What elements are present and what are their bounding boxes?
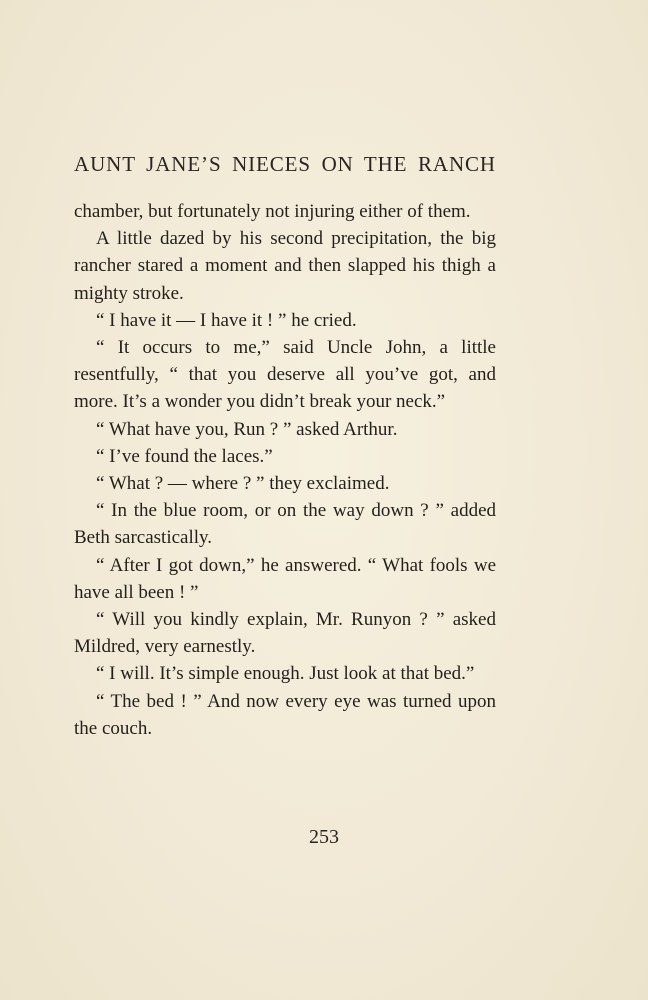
paragraph: “ I will. It’s simple enough. Just look at that bed.” [96,663,475,685]
paragraph: “ What have you, Run ? ” asked Arthur. [96,418,398,440]
body-text [74,198,496,742]
paragraph: “ I have it — I have it ! ” he cried. [96,309,357,331]
paragraph: “ I’ve found the laces.” [96,445,273,467]
paragraph: “ In the blue room, or on the way down ? ” added Beth sarcastically. [74,500,496,549]
paragraph: “ Will you kindly explain, Mr. Runyon ? ” asked Mildred, very earnestly. [74,609,496,658]
page-number: 253 [309,826,339,848]
paragraph: “ The bed ! ” And now every eye was turned upon the couch. [74,690,496,739]
paragraph: “ After I got down,” he answered. “ What fools we have all been ! ” [74,554,496,603]
paragraph: “ What ? — where ? ” they exclaimed. [96,473,390,495]
paragraph: “ It occurs to me,” said Uncle John, a little resentfully, “ that you deserve all you’ve got, and more. It’s a wonder you didn’t break your neck.” [74,337,496,413]
paragraph: chamber, but fortunately not injuring either of them. [74,201,471,222]
paragraph: A little dazed by his second precipitation, the big rancher stared a moment and then slapped his thigh a mighty stroke. [74,228,496,304]
running-head: AUNT JANE’S NIECES ON THE RANCH [74,152,496,176]
